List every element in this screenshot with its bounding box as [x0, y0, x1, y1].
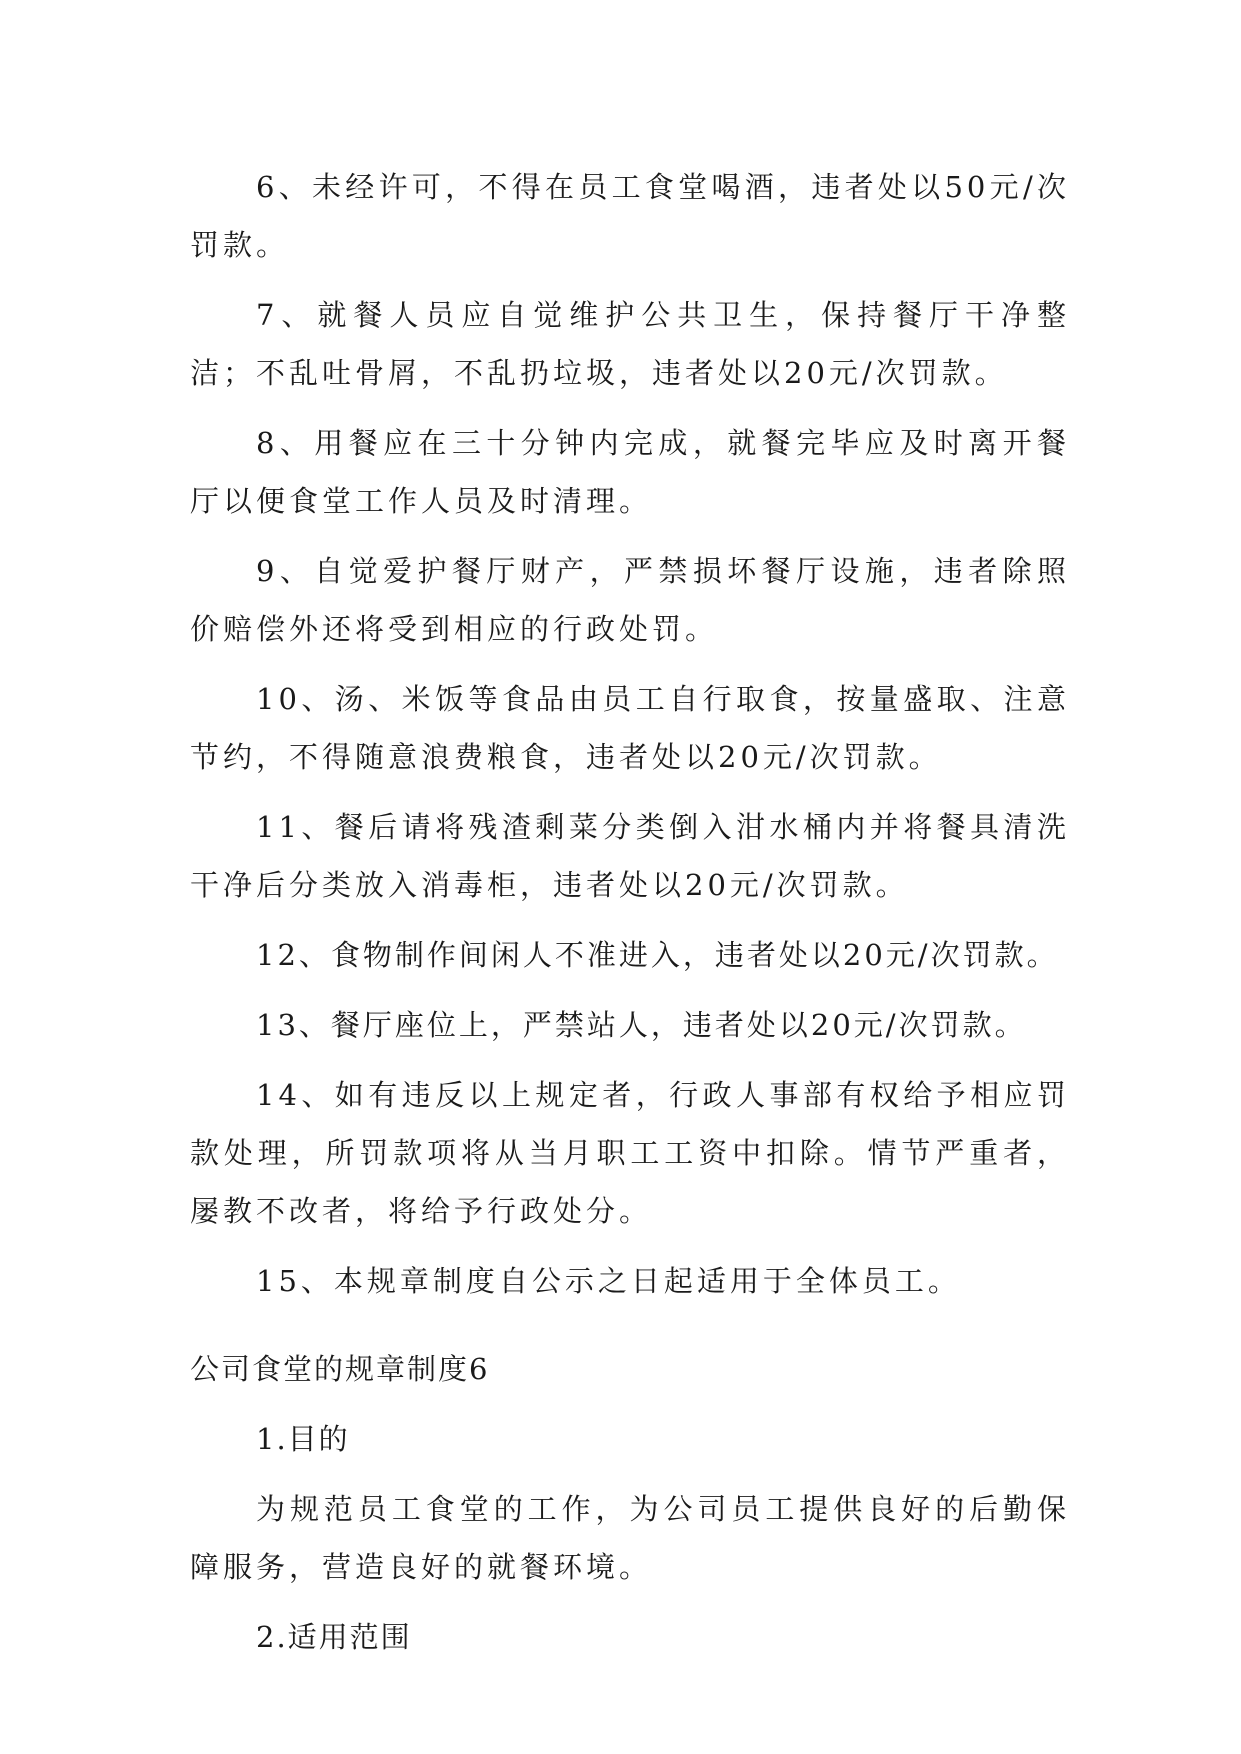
rule-8: 8、用餐应在三十分钟内完成，就餐完毕应及时离开餐厅以便食堂工作人员及时清理。 [190, 426, 1070, 518]
rule-9: 9、自觉爱护餐厅财产，严禁损坏餐厅设施，违者除照价赔偿外还将受到相应的行政处罚。 [190, 554, 1070, 646]
purpose-text: 为规范员工食堂的工作，为公司员工提供良好的后勤保障服务，营造良好的就餐环境。 [190, 1492, 1070, 1584]
section-title: 公司食堂的规章制度6 [190, 1352, 490, 1386]
scope-heading: 2.适用范围 [256, 1620, 412, 1654]
rule-15: 15、本规章制度自公示之日起适用于全体员工。 [256, 1264, 961, 1298]
rule-14: 14、如有违反以上规定者，行政人事部有权给予相应罚款处理，所罚款项将从当月职工工资中扣除。情节严重者，屡教不改者，将给予行政处分。 [190, 1078, 1070, 1228]
rule-11: 11、餐后请将残渣剩菜分类倒入泔水桶内并将餐具清洗干净后分类放入消毒柜，违者处以20元/次罚款。 [190, 810, 1070, 902]
rule-10: 10、汤、米饭等食品由员工自行取食，按量盛取、注意节约，不得随意浪费粮食，违者处以20元/次罚款。 [190, 682, 1070, 774]
document-body [190, 158, 1070, 1678]
rule-6: 6、未经许可，不得在员工食堂喝酒，违者处以50元/次罚款。 [190, 170, 1070, 262]
purpose-heading: 1.目的 [256, 1422, 350, 1456]
rule-7: 7、就餐人员应自觉维护公共卫生，保持餐厅干净整洁；不乱吐骨屑，不乱扔垃圾，违者处以20元/次罚款。 [190, 298, 1070, 390]
rule-13: 13、餐厅座位上，严禁站人，违者处以20元/次罚款。 [256, 1008, 1027, 1042]
rule-12: 12、食物制作间闲人不准进入，违者处以20元/次罚款。 [256, 938, 1059, 972]
